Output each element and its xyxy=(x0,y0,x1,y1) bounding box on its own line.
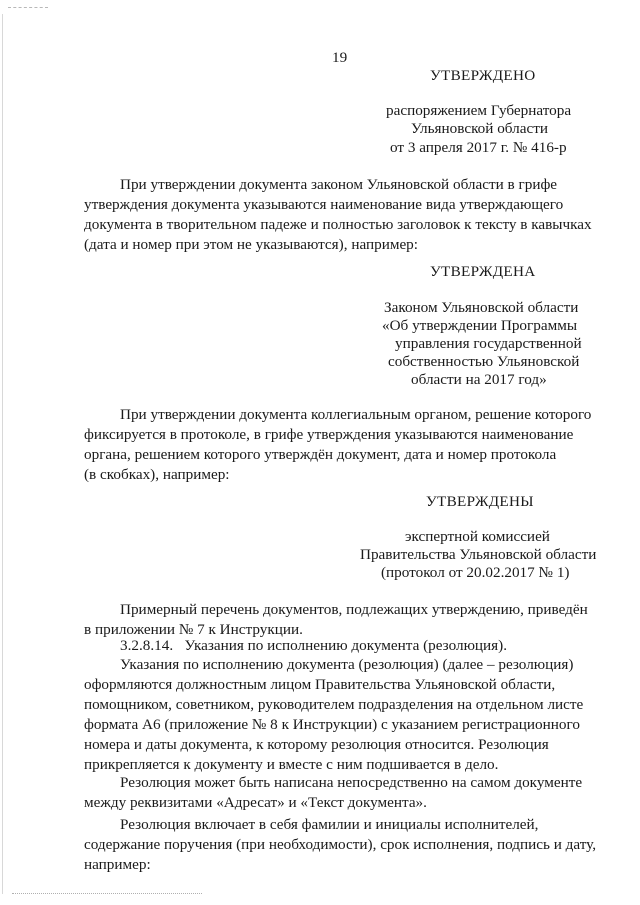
example-line: Правительства Ульяновской области xyxy=(360,546,597,563)
paragraph-line: органа, решением которого утверждён документ, дата и номер протокола xyxy=(84,446,557,463)
paragraph-line: (дата и номер при этом не указываются), например: xyxy=(84,236,418,253)
example-line: «Об утверждении Программы xyxy=(382,317,578,334)
example-line: собственностью Ульяновской xyxy=(388,353,580,370)
paragraph-line: Резолюция включает в себя фамилии и инициалы исполнителей, xyxy=(120,816,539,833)
paragraph-line: оформляются должностным лицом Правительства Ульяновской области, xyxy=(84,676,556,693)
approval-line: от 3 апреля 2017 г. № 416-р xyxy=(390,139,567,156)
paragraph-line: содержание поручения (при необходимости), срок исполнения, подпись и дату, xyxy=(84,836,597,853)
paragraph-line: номера и даты документа, к которому резолюция относится. Резолюция xyxy=(84,736,549,753)
scan-edge-top xyxy=(8,7,48,9)
approval-line: распоряжением Губернатора xyxy=(386,102,572,119)
paragraph-line: например: xyxy=(84,856,151,873)
paragraph-line: (в скобках), например: xyxy=(84,466,230,483)
paragraph-line: в приложении № 7 к Инструкции. xyxy=(84,621,303,638)
example-line: Законом Ульяновской области xyxy=(384,299,579,316)
paragraph-line: Резолюция может быть написана непосредственно на самом документе xyxy=(120,774,583,791)
paragraph-law-approval xyxy=(84,175,608,255)
paragraph-line: между реквизитами «Адресат» и «Текст документа». xyxy=(84,794,427,811)
paragraph-line: Примерный перечень документов, подлежащих утверждению, приведён xyxy=(120,601,588,618)
example-line: области на 2017 год» xyxy=(411,371,547,388)
paragraph-resolution-placement xyxy=(84,773,608,813)
example-line: управления государственной xyxy=(395,335,582,352)
example-stamp: УТВЕРЖДЕНА xyxy=(430,263,536,280)
page-number: 19 xyxy=(332,49,348,66)
paragraph-line: фиксируется в протоколе, в грифе утверждения указываются наименование xyxy=(84,426,574,443)
paragraph-line: документа в творительном падеже и полностью заголовок к тексту в кавычках xyxy=(84,216,592,233)
paragraph-resolution-definition xyxy=(84,655,608,775)
paragraph-line: утверждения документа указываются наименование вида утверждающего xyxy=(84,196,564,213)
paragraph-line: формата А6 (приложение № 8 к Инструкции) с указанием регистрационного xyxy=(84,716,580,733)
scan-edge-left xyxy=(2,14,3,894)
approval-stamp: УТВЕРЖДЕНО xyxy=(430,67,536,84)
paragraph-approval-list xyxy=(84,600,608,640)
example-line: экспертной комиссией xyxy=(405,528,550,545)
paragraph-resolution-contents xyxy=(84,815,608,875)
example-line: (протокол от 20.02.2017 № 1) xyxy=(381,564,570,581)
approval-line: Ульяновской области xyxy=(411,120,548,137)
example-stamp: УТВЕРЖДЕНЫ xyxy=(426,493,534,510)
paragraph-line: Указания по исполнению документа (резолюция) (далее – резолюция) xyxy=(120,656,574,673)
paragraph-line: помощником, советником, руководителем подразделения на отдельном листе xyxy=(84,696,584,713)
paragraph-line: прикрепляется к документу и вместе с ним подшивается в дело. xyxy=(84,756,499,773)
scan-edge-bottom xyxy=(12,893,202,895)
paragraph-line: При утверждении документа законом Ульяновской области в грифе xyxy=(120,176,558,193)
section-heading: 3.2.8.14. Указания по исполнению документа (резолюция). xyxy=(120,637,508,654)
paragraph-line: При утверждении документа коллегиальным органом, решение которого xyxy=(120,406,592,423)
paragraph-collegial-approval xyxy=(84,405,608,485)
